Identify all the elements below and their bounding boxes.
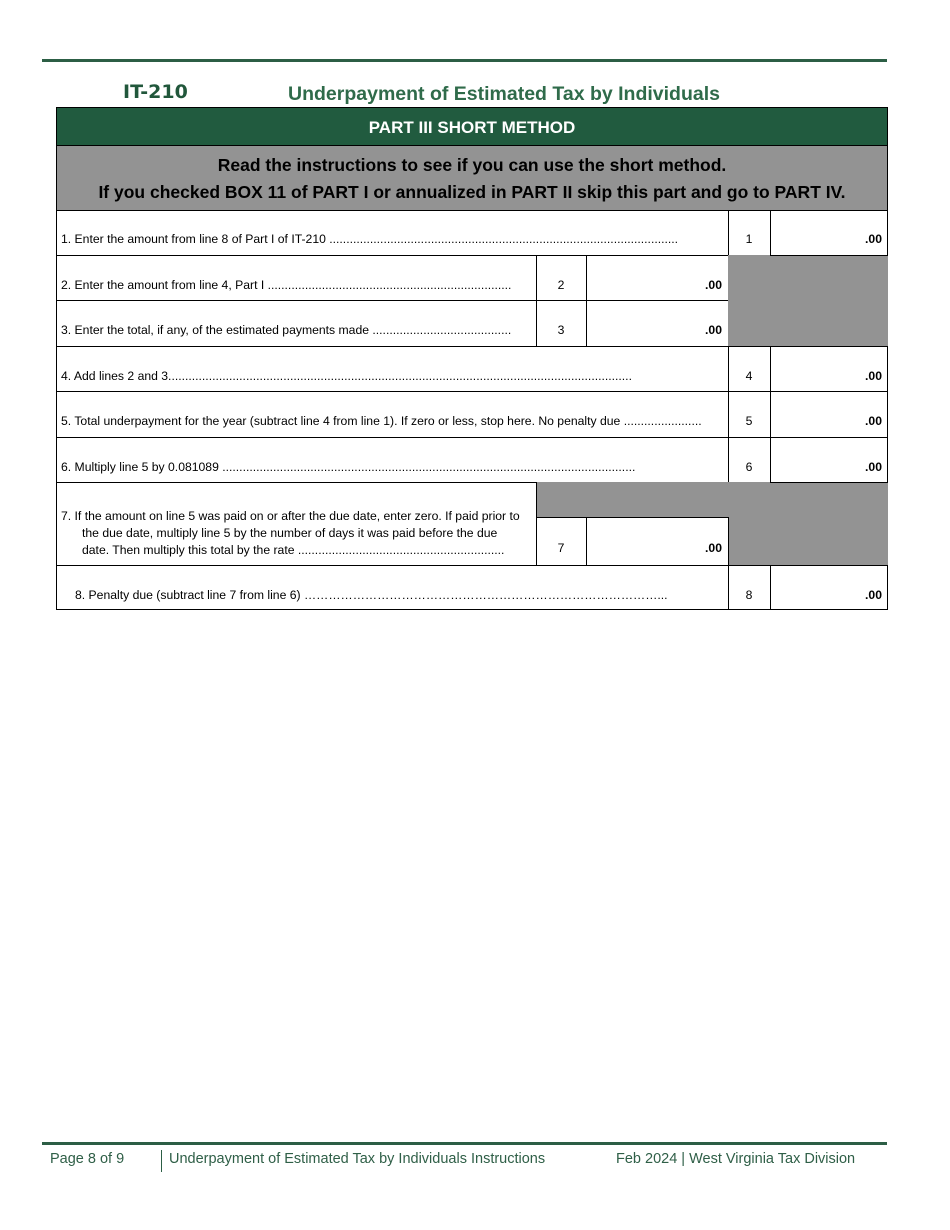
line-3-number: 3 xyxy=(557,323,565,337)
line-6-number: 6 xyxy=(745,460,753,474)
line-7-amount-field[interactable]: .00 xyxy=(705,541,722,555)
line-1-description: 1. Enter the amount from line 8 of Part I of IT-210 ....................................................................................................... xyxy=(61,232,679,246)
footer-date-agency: Feb 2024 | West Virginia Tax Division xyxy=(616,1151,856,1167)
line-5-description: 5. Total underpayment for the year (subtract line 4 from line 1). If zero or less, stop here. No penalty due ....................... xyxy=(61,414,702,428)
part-instructions xyxy=(56,146,888,210)
line-3-description: 3. Enter the total, if any, of the estimated payments made ......................................... xyxy=(61,323,512,337)
part-iii-form xyxy=(56,107,888,610)
grid-line xyxy=(56,346,888,347)
shaded-area xyxy=(536,482,888,517)
footer-doc-title: Underpayment of Estimated Tax by Individuals Instructions xyxy=(169,1151,546,1167)
line-7-text-2: the due date, multiply line 5 by the number of days it was paid before the due xyxy=(82,526,498,540)
grid-line xyxy=(56,300,728,301)
shaded-area xyxy=(728,517,888,565)
line-1-amount-field[interactable]: .00 xyxy=(865,232,882,246)
grid-line xyxy=(56,210,888,211)
grid-line xyxy=(728,210,729,255)
line-4-description: 4. Add lines 2 and 3......................................................................................................................................... xyxy=(61,369,632,383)
footer-page-number: Page 8 of 9 xyxy=(50,1151,125,1167)
line-3-amount-field[interactable]: .00 xyxy=(705,323,722,337)
grid-line xyxy=(586,255,587,346)
line-1-number: 1 xyxy=(745,232,753,246)
line-7-text-1: 7. If the amount on line 5 was paid on or after the due date, enter zero. If paid prior to xyxy=(61,509,520,523)
form-id: IT-210 xyxy=(123,81,188,103)
grid-line xyxy=(887,210,888,256)
grid-line xyxy=(56,255,728,256)
footer-rule xyxy=(42,1142,887,1145)
shaded-area xyxy=(728,255,888,346)
line-2-amount-field[interactable]: .00 xyxy=(705,278,722,292)
line-8-description: 8. Penalty due (subtract line 7 from line 6) ……………………………………………………………………………... xyxy=(75,588,668,602)
line-2-number: 2 xyxy=(557,278,565,292)
grid-line xyxy=(536,255,537,346)
grid-line xyxy=(56,609,888,610)
grid-line xyxy=(728,346,729,482)
instruction-line-1: Read the instructions to see if you can use the short method. xyxy=(217,155,727,175)
line-7-description xyxy=(61,508,536,559)
grid-line xyxy=(56,210,57,610)
line-8-number: 8 xyxy=(745,588,753,602)
line-4-number: 4 xyxy=(745,369,753,383)
grid-line xyxy=(770,210,771,255)
grid-line xyxy=(887,565,888,610)
grid-line xyxy=(56,565,888,566)
form-title: Underpayment of Estimated Tax by Individuals xyxy=(288,83,720,105)
line-6-description: 6. Multiply line 5 by 0.081089 .......................................................................................................................... xyxy=(61,460,636,474)
line-5-amount-field[interactable]: .00 xyxy=(865,414,882,428)
grid-line xyxy=(536,517,728,518)
grid-line xyxy=(770,255,888,256)
grid-line xyxy=(586,517,587,565)
grid-line xyxy=(728,517,729,565)
grid-line xyxy=(770,346,771,482)
grid-line xyxy=(770,482,888,483)
line-5-number: 5 xyxy=(745,414,753,428)
header-rule xyxy=(42,59,887,62)
line-7-text-3: date. Then multiply this total by the rate ............................................................. xyxy=(82,543,505,557)
instruction-line-2: If you checked BOX 11 of PART I or annualized in PART II skip this part and go to PART IV. xyxy=(98,182,846,202)
line-2-description: 2. Enter the amount from line 4, Part I ........................................................................ xyxy=(61,278,512,292)
grid-line xyxy=(770,565,771,610)
grid-line xyxy=(56,391,888,392)
line-items xyxy=(56,210,888,610)
line-8-amount-field[interactable]: .00 xyxy=(865,588,882,602)
line-6-amount-field[interactable]: .00 xyxy=(865,460,882,474)
line-4-amount-field[interactable]: .00 xyxy=(865,369,882,383)
grid-line xyxy=(887,346,888,482)
line-7-number: 7 xyxy=(557,541,565,555)
part-header: PART III SHORT METHOD xyxy=(56,107,888,146)
grid-line xyxy=(56,482,536,483)
grid-line xyxy=(56,437,888,438)
grid-line xyxy=(536,482,537,565)
footer-separator xyxy=(161,1150,162,1172)
grid-line xyxy=(728,565,729,610)
